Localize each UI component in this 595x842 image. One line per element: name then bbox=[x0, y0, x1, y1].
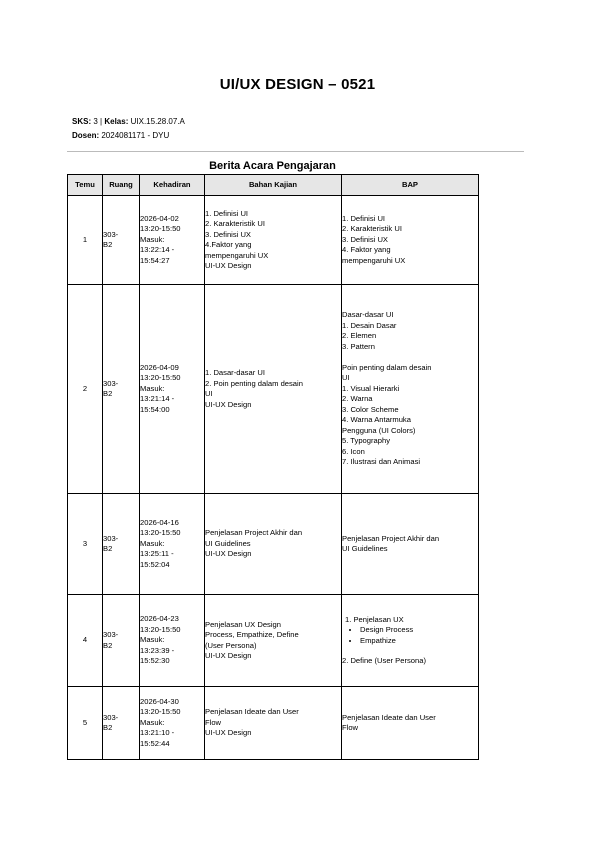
bap-list-tail: 2. Define (User Persona) bbox=[342, 656, 426, 665]
cell-bahan-kajian bbox=[205, 494, 342, 595]
dosen-label: Dosen: bbox=[72, 131, 100, 140]
cell-bap-text: Penjelasan Ideate dan User Flow bbox=[342, 712, 436, 732]
table-row bbox=[68, 196, 479, 285]
cell-bahan-text: Penjelasan Project Akhir dan UI Guidelines UI-UX Design bbox=[205, 528, 303, 559]
cell-bahan-kajian bbox=[205, 595, 342, 687]
dosen-value: 2024081171 - DYU bbox=[101, 131, 170, 140]
cell-ruang bbox=[103, 494, 140, 595]
bap-sublist-item: • Empathize bbox=[360, 636, 478, 647]
cell-ruang bbox=[103, 595, 140, 687]
cell-bap bbox=[342, 687, 479, 760]
cell-bahan-text: Penjelasan Ideate dan User Flow UI-UX Design bbox=[205, 707, 299, 738]
kelas-label: Kelas: bbox=[104, 117, 129, 126]
cell-temu: 1 bbox=[68, 196, 103, 285]
cell-ruang bbox=[103, 687, 140, 760]
cell-temu: 4 bbox=[68, 595, 103, 687]
header-bap: BAP bbox=[342, 175, 479, 196]
course-info bbox=[72, 117, 185, 127]
cell-ruang-text: 303- B2 bbox=[103, 630, 119, 650]
sks-value: 3 bbox=[93, 117, 98, 126]
cell-bap-text: Dasar-dasar UI 1. Desain Dasar 2. Elemen 3. Pattern Poin penting dalam desain UI 1. Visual Hierarki 2. Warna 3. Color Scheme 4. Warna Antarmuka Pengguna (UI Colors) 5. Typography 6. Icon 7. Ilustrasi dan Animasi bbox=[342, 310, 432, 467]
cell-kehadiran-text: 2026-04-02 13:20-15:50 Masuk: 13:22:14 - 15:54:27 bbox=[140, 213, 181, 265]
cell-kehadiran bbox=[140, 595, 205, 687]
cell-kehadiran-text: 2026-04-30 13:20-15:50 Masuk: 13:21:10 - 15:52:44 bbox=[140, 696, 181, 748]
cell-temu: 3 bbox=[68, 494, 103, 595]
table-row bbox=[68, 687, 479, 760]
bap-sublist-item: • Design Process bbox=[360, 625, 478, 636]
kelas-value: UIX.15.28.07.A bbox=[130, 117, 185, 126]
separator: | bbox=[100, 117, 103, 126]
cell-bahan-kajian bbox=[205, 196, 342, 285]
cell-kehadiran-text: 2026-04-16 13:20-15:50 Masuk: 13:25:11 - 15:52:04 bbox=[140, 517, 181, 569]
cell-bap bbox=[342, 494, 479, 595]
header-ruang: Ruang bbox=[103, 175, 140, 196]
cell-temu: 5 bbox=[68, 687, 103, 760]
cell-bahan-kajian bbox=[205, 687, 342, 760]
bap-sublist bbox=[342, 625, 478, 646]
cell-bap bbox=[342, 595, 479, 687]
cell-bap bbox=[342, 285, 479, 494]
cell-ruang-text: 303- B2 bbox=[103, 378, 119, 398]
cell-ruang-text: 303- B2 bbox=[103, 533, 119, 553]
bap-list-head: 1. Penjelasan UX bbox=[345, 614, 404, 624]
spacer bbox=[342, 646, 478, 656]
cell-ruang-text: 303- B2 bbox=[103, 229, 119, 249]
teaching-report-table bbox=[67, 174, 479, 760]
header-temu: Temu bbox=[68, 175, 103, 196]
cell-bahan-text: 1. Definisi UI 2. Karakteristik UI 3. Definisi UX 4.Faktor yang mempengaruhi UX UI-UX Design bbox=[205, 208, 269, 270]
cell-ruang-text: 303- B2 bbox=[103, 712, 119, 732]
cell-kehadiran bbox=[140, 687, 205, 760]
sks-label: SKS: bbox=[72, 117, 92, 126]
cell-bahan-text: 1. Dasar-dasar UI 2. Poin penting dalam desain UI UI-UX Design bbox=[205, 368, 303, 409]
cell-ruang bbox=[103, 285, 140, 494]
table-row bbox=[68, 494, 479, 595]
cell-temu: 2 bbox=[68, 285, 103, 494]
document-title: UI/UX DESIGN – 0521 bbox=[219, 76, 376, 93]
cell-bap-text: 1. Definisi UI 2. Karakteristik UI 3. Definisi UX 4. Faktor yang mempengaruhi UX bbox=[342, 213, 406, 265]
table-header-row bbox=[68, 175, 479, 196]
cell-bahan-kajian bbox=[205, 285, 342, 494]
divider-line bbox=[67, 151, 524, 152]
cell-kehadiran bbox=[140, 196, 205, 285]
cell-kehadiran-text: 2026-04-09 13:20-15:50 Masuk: 13:21:14 - 15:54:00 bbox=[140, 362, 181, 414]
cell-ruang bbox=[103, 196, 140, 285]
header-kehadiran: Kehadiran bbox=[140, 175, 205, 196]
cell-bap bbox=[342, 196, 479, 285]
cell-bahan-text: Penjelasan UX Design Process, Empathize, Define (User Persona) UI-UX Design bbox=[205, 619, 299, 660]
cell-bap-text: Penjelasan Project Akhir dan UI Guidelines bbox=[342, 533, 440, 553]
lecturer-info bbox=[72, 131, 169, 141]
table-row bbox=[68, 285, 479, 494]
cell-kehadiran bbox=[140, 285, 205, 494]
header-bahan-kajian: Bahan Kajian bbox=[205, 175, 342, 196]
table-row bbox=[68, 595, 479, 687]
table-title: Berita Acara Pengajaran bbox=[209, 160, 336, 172]
cell-kehadiran bbox=[140, 494, 205, 595]
cell-kehadiran-text: 2026-04-23 13:20-15:50 Masuk: 13:23:39 - 15:52:30 bbox=[140, 614, 181, 666]
